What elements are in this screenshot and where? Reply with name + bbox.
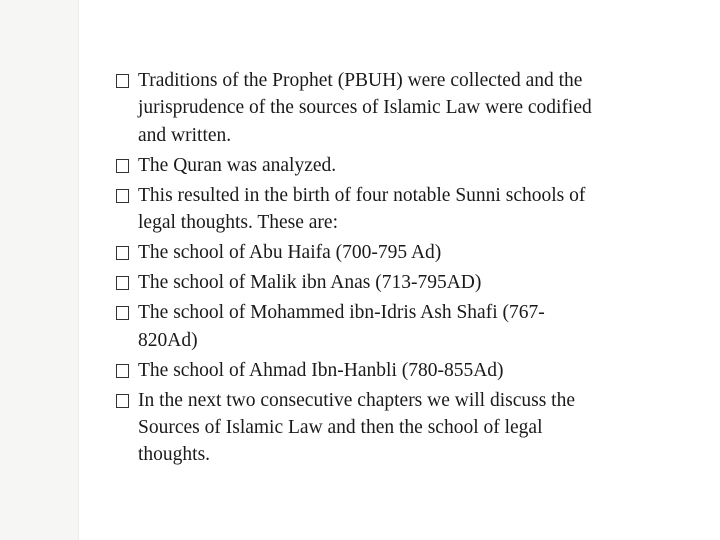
- bullet-item: [116, 152, 706, 179]
- bullet-item: [116, 269, 706, 296]
- bullet-item: [116, 182, 706, 237]
- bullet-text-line: This resulted in the birth of four notable Sunni schools of: [138, 184, 586, 206]
- bullet-text-line: The Quran was analyzed.: [138, 154, 337, 176]
- bullet-text-line: Traditions of the Prophet (PBUH) were collected and the: [138, 70, 583, 91]
- bullet-text-line: In the next two consecutive chapters we will discuss the: [138, 389, 576, 411]
- bullet-text-line: legal thoughts. These are:: [138, 212, 338, 234]
- bullet-list: [116, 67, 706, 469]
- bullet-box-icon: [116, 306, 129, 320]
- bullet-item: [116, 239, 706, 266]
- bullet-text-line: The school of Abu Haifa (700-795 Ad): [138, 242, 442, 264]
- left-decorative-band: [0, 0, 79, 540]
- bullet-box-icon: [116, 74, 129, 88]
- bullet-box-icon: [116, 364, 129, 378]
- bullet-text-line: The school of Mohammed ibn-Idris Ash Shafi (767-: [138, 302, 545, 324]
- bullet-text-line: The school of Malik ibn Anas (713-795AD): [138, 272, 482, 294]
- bullet-box-icon: [116, 276, 129, 290]
- bullet-text-line: Sources of Islamic Law and then the school of legal: [138, 417, 543, 439]
- bullet-text-line: thoughts.: [138, 444, 211, 466]
- bullet-text-line: jurisprudence of the sources of Islamic Law were codified: [138, 97, 592, 119]
- bullet-box-icon: [116, 246, 129, 260]
- bullet-item: [116, 387, 706, 469]
- bullet-item: [116, 357, 706, 384]
- bullet-box-icon: [116, 159, 129, 173]
- bullet-item: [116, 299, 706, 354]
- slide-content: [116, 67, 706, 471]
- bullet-item: [116, 67, 706, 149]
- bullet-box-icon: [116, 189, 129, 203]
- bullet-box-icon: [116, 394, 129, 408]
- bullet-text-line: and written.: [138, 124, 232, 146]
- bullet-text-line: 820Ad): [138, 329, 198, 351]
- bullet-text-line: The school of Ahmad Ibn-Hanbli (780-855Ad): [138, 359, 504, 381]
